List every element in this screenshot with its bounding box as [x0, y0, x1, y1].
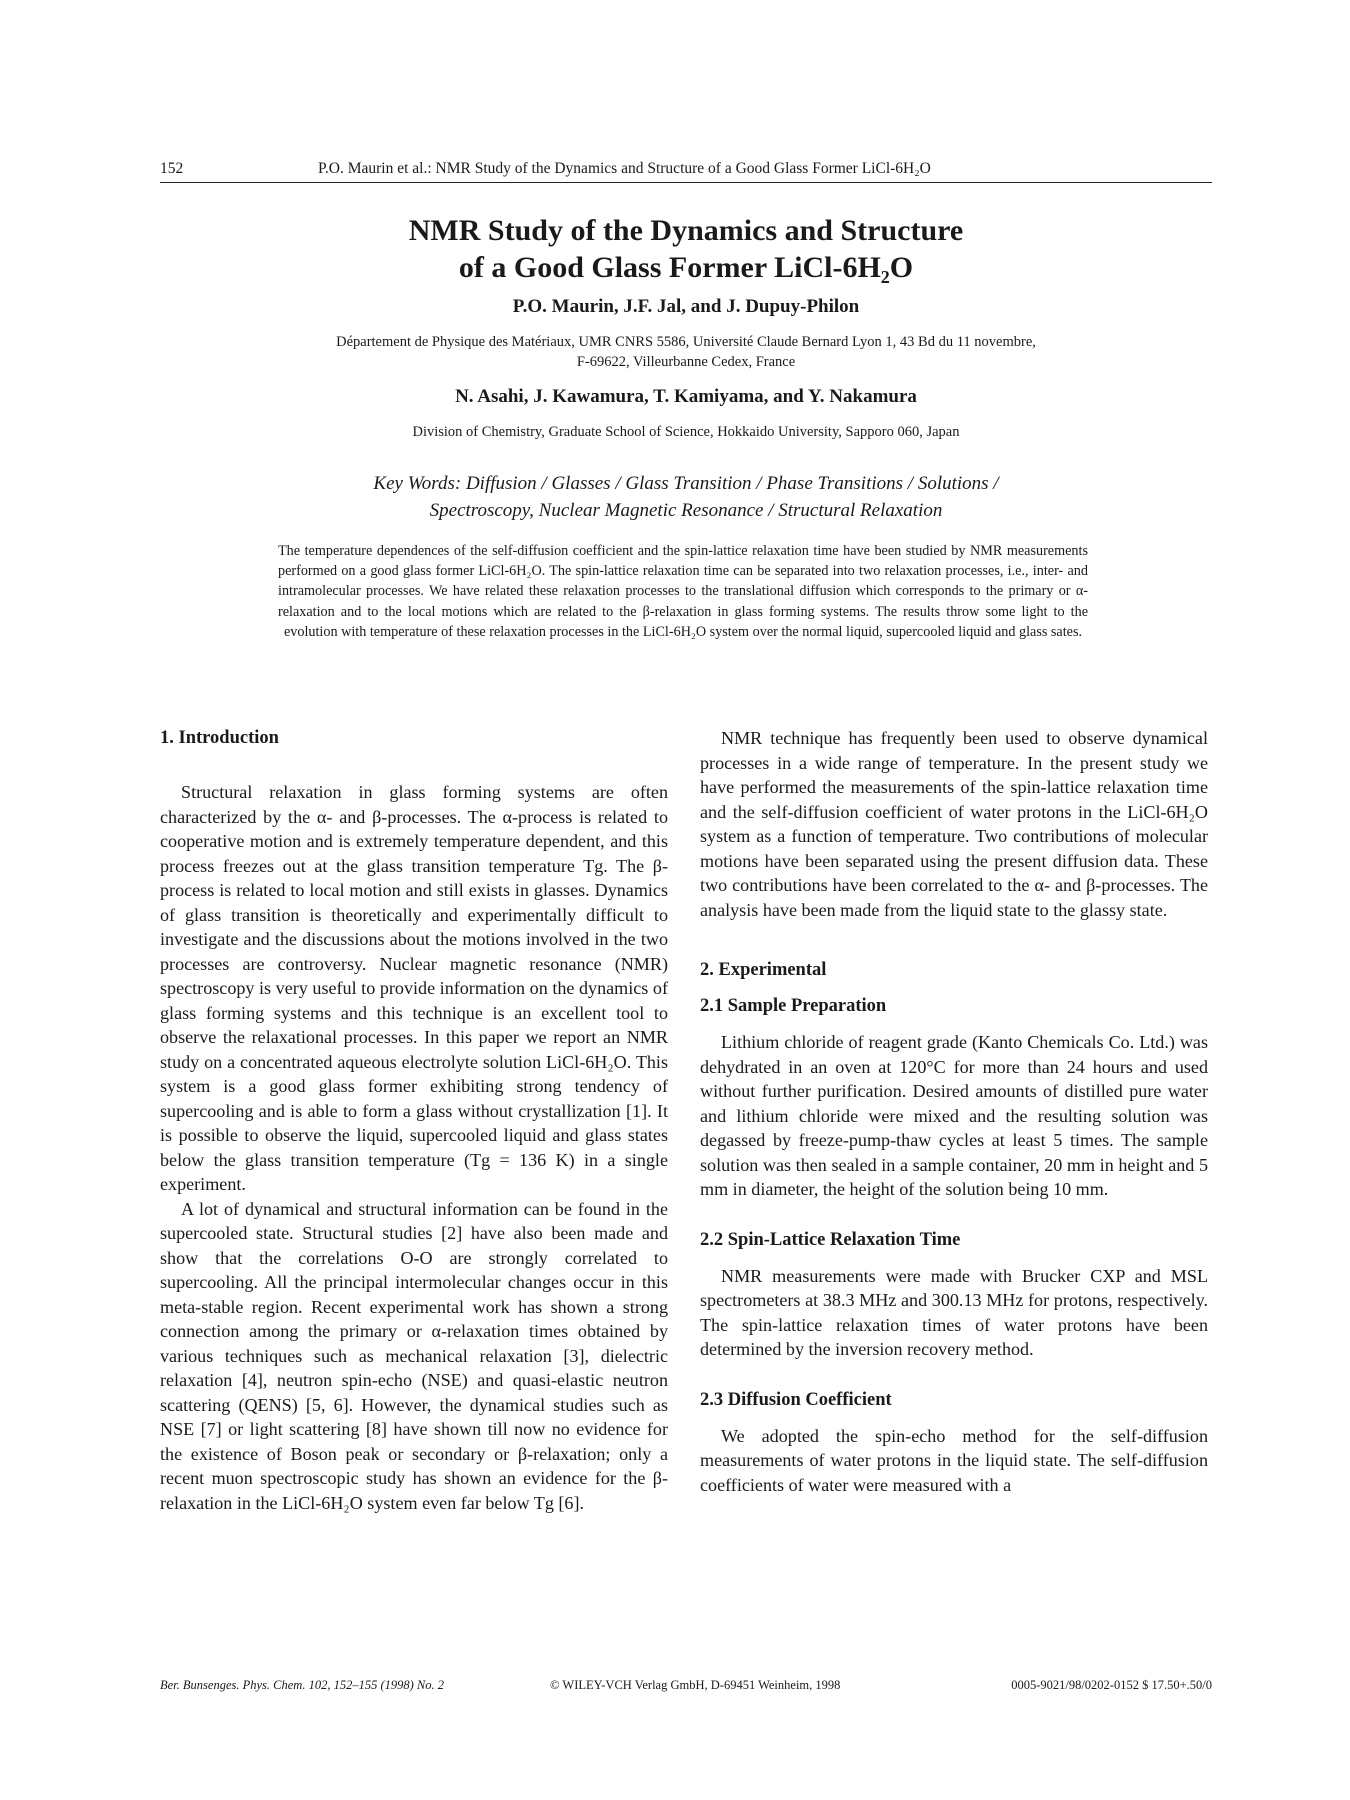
affiliation-1 — [160, 332, 1212, 372]
affiliation-1-line-2: F-69622, Villeurbanne Cedex, France — [576, 354, 796, 370]
paper-title — [160, 212, 1212, 286]
intro-paragraph-1: Structural relaxation in glass forming systems are often characterized by the α- and β-processes. The α-process is related to cooperative motion and is extremely temperature dependent, and this process freezes out at the glass transition temperature Tg. The β-process is related to local motion and still exists in glasses. Dynamics of glass transition is theoretically and experimentally difficult to investigate and the discussions about the motions involved in the two processes are controversy. Nuclear magnetic resonance (NMR) spectroscopy is very useful to provide information on the dynamics of glass forming systems and this technique is an excellent tool to observe the relaxational processes. In this paper we report an NMR study on a concentrated aqueous electrolyte solution LiCl-6H₂O. This system is a good glass former exhibiting strong tendency of supercooling and is able to form a glass without crystallization [1]. It is possible to observe the liquid, supercooled liquid and glass states below the glass transition temperature (Tg = 136 K) in a single experiment. — [160, 782, 668, 1194]
abstract: The temperature dependences of the self-diffusion coefficient and the spin-lattice relaxation time have been studied by NMR measurements performed on a good glass former LiCl-6H₂O. The spin-lattice relaxation time can be separated into two relaxation processes, i.e., inter- and intramolecular processes. We have related these relaxation processes to the translational diffusion which corresponds to the primary or α-relaxation and to the local motions which are related to the β-relaxation in glass forming systems. The results throw some light to the evolution with temperature of these relaxation processes in the LiCl-6H₂O system over the normal liquid, supercooled liquid and glass sates. — [278, 543, 1088, 640]
section-heading-experimental: 2. Experimental — [700, 960, 827, 980]
article-code: 0005-9021/98/0202-0152 $ 17.50+.50/0 — [1011, 1678, 1212, 1692]
keywords — [160, 470, 1212, 524]
journal-citation: Ber. Bunsenges. Phys. Chem. 102, 152–155 (1998) No. 2 — [160, 1678, 444, 1692]
keywords-line-1: Key Words: Diffusion / Glasses / Glass Transition / Phase Transitions / Solutions / — [373, 473, 999, 494]
subsection-heading-diffusion: 2.3 Diffusion Coefficient — [700, 1389, 892, 1410]
title-line-2: of a Good Glass Former LiCl-6H₂O — [458, 251, 914, 284]
affiliation-1-line-1: Département de Physique des Matériaux, UMR CNRS 5586, Université Claude Bernard Lyon 1, 43 Bd du 11 novembre, — [336, 334, 1036, 350]
running-title: P.O. Maurin et al.: NMR Study of the Dynamics and Structure of a Good Glass Former LiCl-6H₂O — [318, 160, 931, 177]
title-line-1: NMR Study of the Dynamics and Structure — [408, 214, 964, 247]
subsection-heading-sample-preparation: 2.1 Sample Preparation — [700, 996, 887, 1016]
running-header — [160, 158, 1212, 183]
spin-lattice-paragraph: NMR measurements were made with Brucker CXP and MSL spectrometers at 38.3 MHz and 300.13 MHz for protons, respectively. The spin-lattice relaxation times of water protons have been determined by the inversion recovery method. — [700, 1265, 1208, 1359]
keywords-line-2: Spectroscopy, Nuclear Magnetic Resonance / Structural Relaxation — [429, 500, 943, 521]
sample-preparation-paragraph: Lithium chloride of reagent grade (Kanto Chemicals Co. Ltd.) was dehydrated in an oven at 120°C for more than 24 hours and used without further purification. Desired amounts of distilled pure water and lithium chloride were mixed and the resulting solution was degassed by freeze-pump-thaw cycles at least 5 times. The sample solution was then sealed in a sample container, 20 mm in height and 5 mm in diameter, the height of the solution being 10 mm. — [700, 1032, 1208, 1199]
subsection-heading-spin-lattice: 2.2 Spin-Lattice Relaxation Time — [700, 1229, 961, 1250]
authors-group-2: N. Asahi, J. Kawamura, T. Kamiyama, and Y. Nakamura — [455, 386, 917, 407]
page-number: 152 — [160, 160, 184, 177]
authors-group-1: P.O. Maurin, J.F. Jal, and J. Dupuy-Philon — [512, 296, 860, 317]
copyright-notice: © WILEY-VCH Verlag GmbH, D-69451 Weinheim, 1998 — [550, 1678, 841, 1692]
right-column — [700, 726, 1208, 1497]
section-heading-introduction: 1. Introduction — [160, 728, 279, 748]
intro-paragraph-2: A lot of dynamical and structural information can be found in the supercooled state. Structural studies [2] have also been made and show that the correlations O-O are strongly correlated to supercooling. All the principal intermolecular changes occur in this meta-stable region. Recent experimental work has shown a strong connection among the primary or α-relaxation times obtained by various techniques such as mechanical relaxation [3], dielectric relaxation [4], neutron spin-echo (NSE) and quasi-elastic neutron scattering (QENS) [5, 6]. However, the dynamical studies such as NSE [7] or light scattering [8] have shown till now no evidence for the existence of Boson peak or secondary or β-relaxation; only a recent muon spectroscopic study has shown an evidence for the β-relaxation in the LiCl-6H₂O system even far below Tg [6]. — [160, 1198, 668, 1513]
intro-paragraph-3: NMR technique has frequently been used to observe dynamical processes in a wide range of temperature. In the present study we have performed the measurements of the spin-lattice relaxation time and the self-diffusion coefficient of water protons in the LiCl-6H₂O system as a function of temperature. Two contributions of molecular motions have been separated using the present diffusion data. These two contributions have been correlated to the α- and β-processes. The analysis have been made from the liquid state to the glassy state. — [700, 728, 1208, 920]
left-column — [160, 726, 668, 1515]
affiliation-2: Division of Chemistry, Graduate School of Science, Hokkaido University, Sapporo 060, Japan — [412, 424, 960, 440]
diffusion-paragraph: We adopted the spin-echo method for the self-diffusion measurements of water protons in the liquid state. The self-diffusion coefficients of water were measured with a — [700, 1425, 1208, 1495]
